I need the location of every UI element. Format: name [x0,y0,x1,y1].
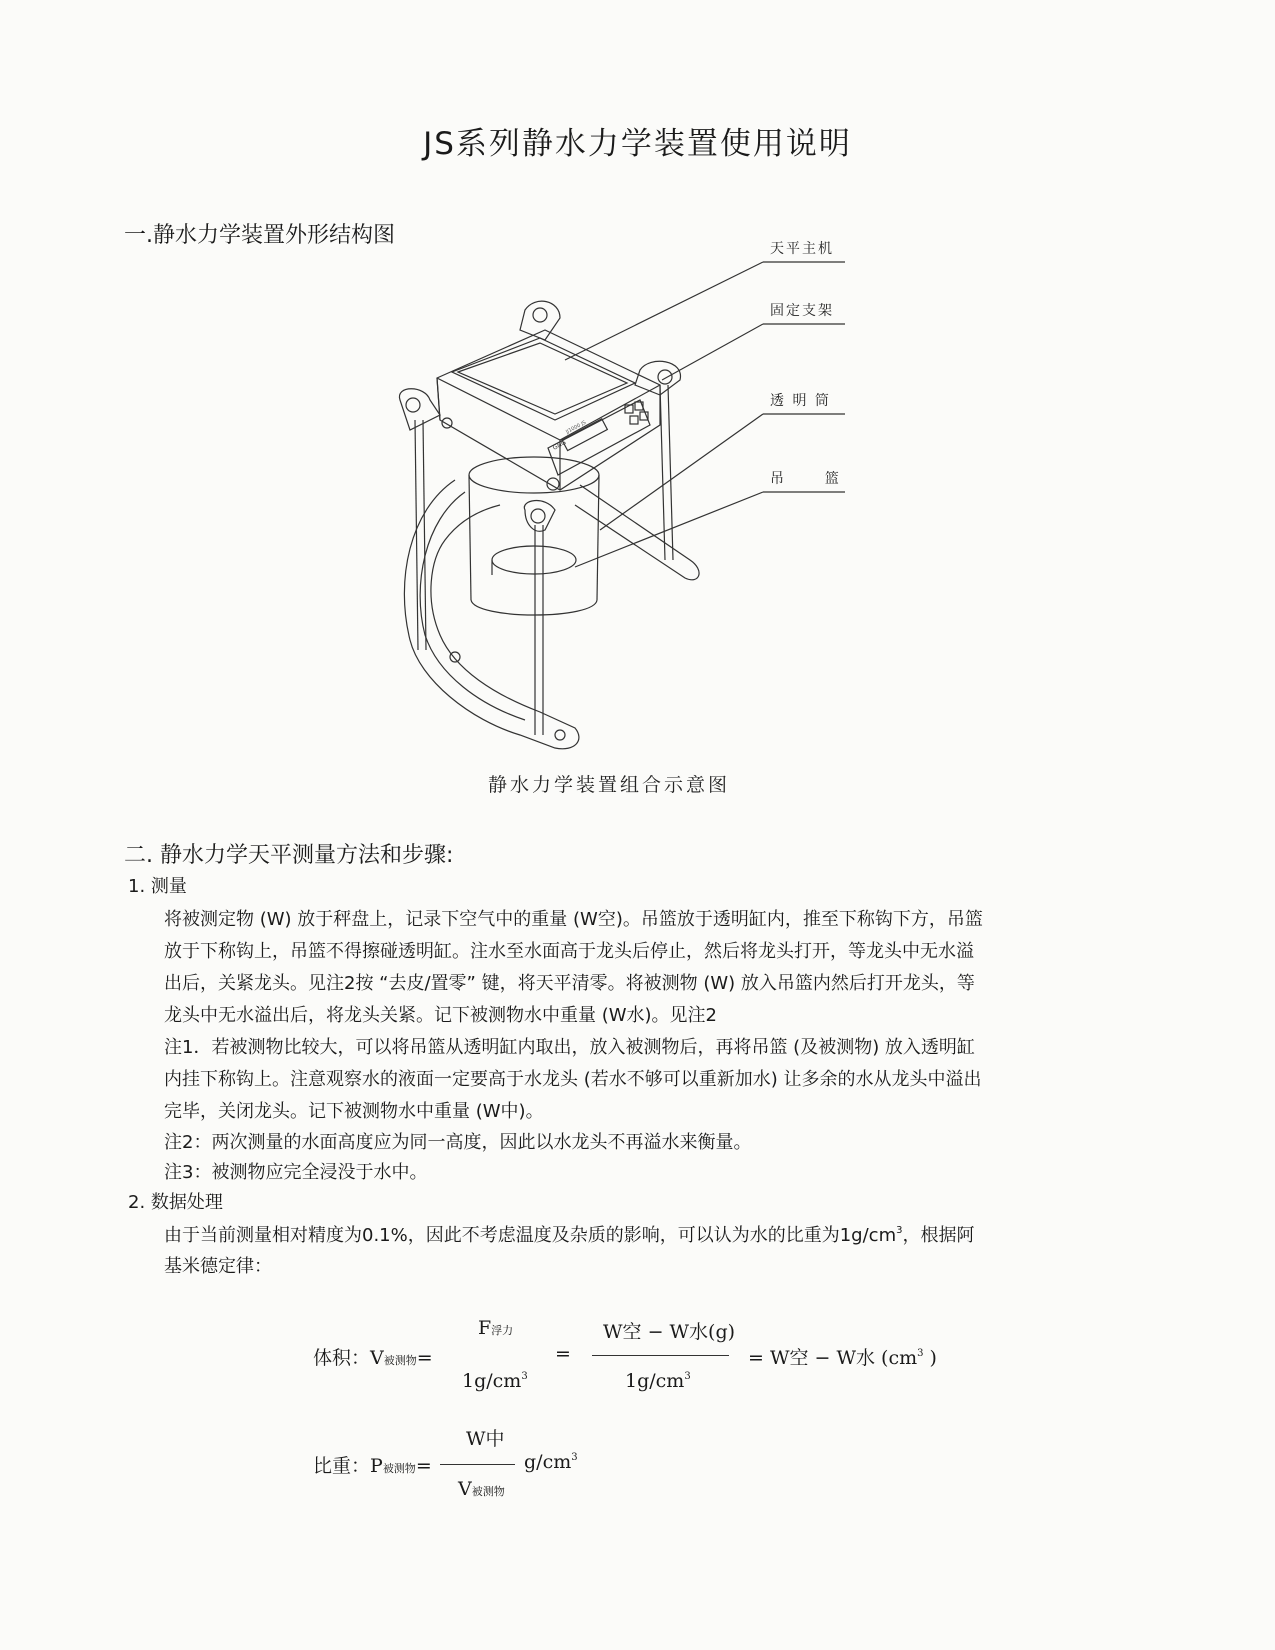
display-panel [548,400,650,475]
density-numerator: W中 [466,1428,505,1450]
label-hanging-basket: 吊 篮 [770,471,841,487]
step1-line: 出后，关紧龙头。见注2按 “去皮/置零” 键，将天平清零。将被测物 (W) 放入吊篮内然后打开龙头，等 [164,973,975,994]
volume-formula-lhs: 体积：V被测物= [313,1347,433,1369]
step1-line: 将被测定物 (W) 放于秤盘上，记录下空气中的重量 (W空)。吊篮放于透明缸内，推至下称钩下方，吊篮 [164,909,983,930]
display-model: JJ1000 JS [565,419,588,436]
fraction-line [592,1355,729,1356]
density-denominator: V被测物 [458,1478,505,1500]
fraction-line [440,1464,515,1465]
diagram-caption: 静水力学装置组合示意图 [488,774,731,796]
bracket-bolt-icon [658,370,672,384]
step1-title: 1. 测量 [128,876,187,897]
note1-line: 内挂下称钩上。注意观察水的液面一定要高于水龙头 (若水不够可以重新加水) 让多余的水从龙头中溢出 [164,1069,982,1090]
page-title: JS系列静水力学装置使用说明 [423,126,852,162]
display-brand: G&G [551,439,568,452]
bracket-bolt-icon [406,398,420,412]
denominator-2: $1g/cm^3$ [625,1370,691,1392]
volume-result: = W空 − W水 ($cm^3$ ) [748,1347,937,1369]
step2-line: 由于当前测量相对精度为0.1%，因此不考虑温度及杂质的影响，可以认为水的比重为$1g/cm^3$，根据阿 [164,1225,975,1246]
equals-sign: = [555,1343,571,1365]
section1-heading: 一.静水力学装置外形结构图 [124,223,395,248]
bracket-bolt-icon [533,308,547,322]
base-bolt-icon [555,730,565,740]
buoyancy-numerator: F浮力 [478,1317,514,1339]
base-bolt-icon [450,652,460,662]
denominator-1: $1g/cm^3$ [462,1370,528,1392]
step1-line: 龙头中无水溢出后，将龙头关紧。记下被测物水中重量 (W水)。见注2 [164,1005,718,1026]
note3-line: 注3：被测物应完全浸没于水中。 [164,1162,428,1183]
step1-line: 放于下称钩上，吊篮不得擦碰透明缸。注水至水面高于龙头后停止，然后将龙头打开，等龙头中无水溢 [164,941,974,962]
note1-line: 注1．若被测物比较大，可以将吊篮从透明缸内取出，放入被测物后，再将吊篮 (及被测物) 放入透明缸 [164,1037,975,1058]
note1-line: 完毕，关闭龙头。记下被测物水中重量 (W中)。 [164,1101,544,1122]
label-balance-main-unit: 天平主机 [770,241,834,257]
hanging-basket [492,546,576,574]
density-formula-lhs: 比重：P被测物= [313,1455,432,1477]
step2-line: 基米德定律： [164,1256,272,1277]
bracket-bolt-icon [531,509,545,523]
label-fixed-bracket: 固定支架 [770,303,834,319]
label-transparent-cylinder: 透 明 筒 [770,393,831,409]
density-unit: $g/cm^3$ [524,1451,578,1473]
balance-main-unit [437,330,660,490]
support-rod [660,385,665,560]
section2-heading: 二. 静水力学天平测量方法和步骤: [124,843,454,868]
weighing-pan [452,338,635,420]
step2-title: 2. 数据处理 [128,1192,223,1213]
note2-line: 注2：两次测量的水面高度应为同一高度，因此以水龙头不再溢水来衡量。 [164,1132,752,1153]
support-rod [415,420,418,650]
weight-difference-numerator: W空 − W水(g) [603,1321,736,1343]
